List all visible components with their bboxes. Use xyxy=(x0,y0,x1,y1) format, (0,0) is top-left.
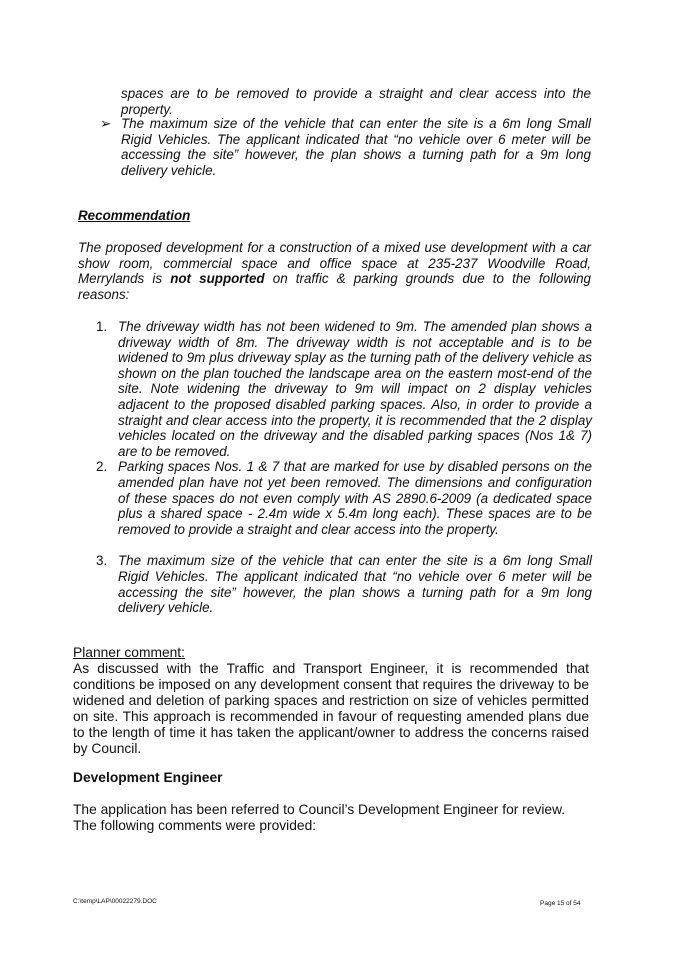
footer-file-path: C:\temp\LAP\00022279.DOC xyxy=(73,898,157,905)
intro-text-after: on traffic & parking grounds due to the following reasons: xyxy=(78,271,591,302)
continuation-paragraph: spaces are to be removed to provide a straight and clear access into the property. xyxy=(121,86,591,117)
footer-page-number: Page 15 of 54 xyxy=(540,900,581,907)
reason-number: 2. xyxy=(96,459,108,475)
recommendation-intro xyxy=(78,240,591,302)
planner-comment-text: As discussed with the Traffic and Transport Engineer, it is recommended that conditions be imposed on any development consent that requires the driveway to be widened and deletion of parking spaces and restriction on size of vehicles permitted on site. This approach is recommended in favour of requesting amended plans due to the length of time it has taken the applicant/owner to address the concerns raised by Council. xyxy=(73,661,589,756)
development-engineer-heading: Development Engineer xyxy=(73,770,223,785)
reasons-list xyxy=(92,319,592,616)
arrow-bullet-icon: ➢ xyxy=(100,116,112,131)
development-engineer-text: The application has been referred to Council’s Development Engineer for review. The following comments were provided: xyxy=(73,802,566,833)
reason-item xyxy=(92,319,592,459)
reason-item xyxy=(92,459,592,537)
reason-text: Parking spaces Nos. 1 & 7 that are marked for use by disabled persons on the amended plan have not yet been removed. The dimensions and configuration of these spaces do not even comply with AS 2890.6-2009 (a dedicated space plus a shared space - 2.4m wide x 5.4m long each). These spaces are to be removed to provide a straight and clear access into the property. xyxy=(118,459,592,537)
reason-number: 1. xyxy=(96,319,108,334)
intro-bold-text: not supported xyxy=(170,271,265,287)
intro-text-before: The proposed development for a construction of a mixed use development with a car show room, commercial space and office space at 235-237 Woodville Road, Merrylands is xyxy=(78,240,591,287)
reason-item xyxy=(92,553,592,615)
reason-text: The maximum size of the vehicle that can enter the site is a 6m long Small Rigid Vehicles. The applicant indicated that “no vehicle over 6 meter will be accessing the site” however, the plan shows a turning path for a 9m long delivery vehicle. xyxy=(118,553,592,616)
reason-text: The driveway width has not been widened to 9m. The amended plan shows a driveway width of 8m. The driveway width is not acceptable and is to be widened to 9m plus driveway splay as the turning path of the delivery vehicle as shown on the plan touched the landscape area on the eastern most-end of the site. Note widening the driveway to 9m will impact on 2 display vehicles adjacent to the proposed disabled parking spaces. Also, in order to provide a straight and clear access into the property, it is recommended that the 2 display vehicles located on the driveway and the disabled parking spaces (Nos 1& 7) are to be removed. xyxy=(118,319,592,459)
bullet-text: The maximum size of the vehicle that can enter the site is a 6m long Small Rigid Vehicles. The applicant indicated that “no vehicle over 6 meter will be accessing the site” however, the plan shows a turning path for a 9m long delivery vehicle. xyxy=(121,116,591,178)
recommendation-heading: Recommendation xyxy=(78,208,191,223)
planner-comment-heading: Planner comment: xyxy=(73,645,185,660)
reason-number: 3. xyxy=(96,553,108,569)
